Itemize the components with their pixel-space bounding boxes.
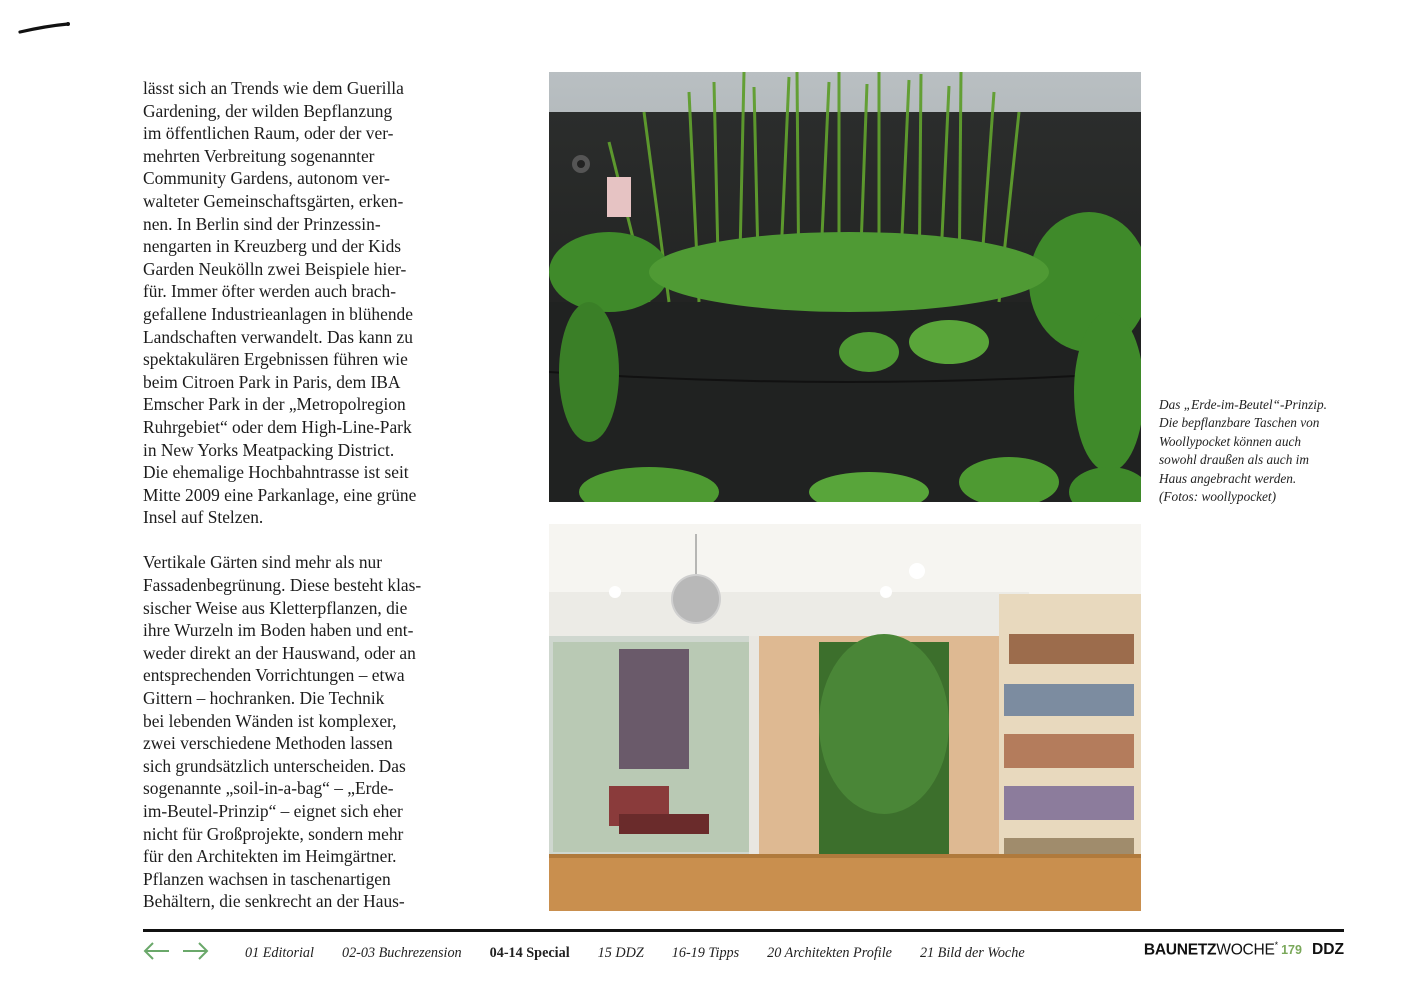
nav-item[interactable]: 15 DDZ (597, 945, 644, 961)
text-line: Ruhrgebiet“ oder dem High-Line-Park (143, 416, 412, 437)
nav-item[interactable]: 01 Editorial (245, 945, 314, 961)
caption-line: (Fotos: woollypocket) (1159, 489, 1277, 505)
text-line: beim Citroen Park in Paris, dem IBA (143, 371, 401, 392)
article-body (143, 77, 443, 936)
photo-living-wall-interior (549, 524, 1141, 911)
nav-item[interactable]: 02-03 Buchrezension (341, 945, 462, 961)
text-line: im öffentlichen Raum, oder der ver- (143, 123, 394, 144)
brand-woche: WOCHE (1216, 941, 1275, 959)
arrow-right-icon[interactable] (181, 941, 209, 961)
text-line: nen. In Berlin sind der Prinzessin- (143, 213, 381, 234)
text-line: Mitte 2009 eine Parkanlage, eine grüne (143, 484, 417, 505)
text-line: gefallene Industrieanlagen in blühende (143, 303, 413, 324)
text-line: sogenannte „soil-in-a-bag“ – „Erde- (143, 778, 394, 799)
text-line: mehrten Verbreitung sogenannter (143, 145, 375, 166)
text-line: zwei verschiedene Methoden lassen (143, 733, 393, 754)
text-line: bei lebenden Wänden ist komplexer, (143, 710, 397, 731)
nav-item[interactable]: 04-14 Special (489, 945, 570, 961)
caption-line: Die bepflanzbare Taschen von (1159, 415, 1320, 431)
text-line: im-Beutel-Prinzip“ – eignet sich eher (143, 801, 403, 821)
article-paragraph-1 (143, 77, 443, 529)
text-line: Pflanzen wachsen in taschenartigen (143, 868, 391, 889)
brand-baunetz: BAUNETZ (1143, 941, 1217, 959)
text-line: Emscher Park in der „Metropolregion (143, 394, 406, 415)
footer-navigation (143, 937, 1344, 967)
text-line: lässt sich an Trends wie dem Guerilla (143, 78, 404, 98)
text-line: für. Immer öfter werden auch brach- (143, 281, 397, 302)
text-line: in New Yorks Meatpacking District. (143, 439, 395, 460)
text-line: Vertikale Gärten sind mehr als nur (143, 552, 383, 573)
caption-line: Das „Erde-im-Beutel“-Prinzip. (1159, 397, 1327, 412)
text-line: Insel auf Stelzen. (143, 507, 264, 528)
nav-item[interactable]: 21 Bild der Woche (919, 945, 1025, 961)
brand-star: * (1274, 940, 1279, 950)
text-line: Community Gardens, autonom ver- (143, 168, 390, 189)
brand-logo[interactable] (1144, 940, 1344, 959)
section-nav (245, 942, 1053, 962)
article-paragraph-2 (143, 551, 443, 913)
text-line: weder direkt an der Hauswand, oder an (143, 642, 416, 663)
caption-line: sowohl draußen als auch im (1159, 452, 1309, 468)
text-line: entsprechenden Vorrichtungen – etwa (143, 665, 405, 686)
caption-line: Woollypocket können auch (1159, 433, 1302, 449)
issue-number: 179 (1281, 943, 1302, 958)
footer-rule (143, 929, 1344, 932)
text-line: für den Architekten im Heimgärtner. (143, 846, 397, 867)
text-line: sich grundsätzlich unterscheiden. Das (143, 755, 406, 776)
text-line: nengarten in Kreuzberg und der Kids (143, 236, 402, 257)
arrow-left-icon[interactable] (143, 941, 171, 961)
photo-plant-pocket (549, 72, 1141, 502)
text-line: Behältern, die senkrecht an der Haus- (143, 891, 405, 912)
text-line: spektakulären Ergebnissen führen wie (143, 349, 408, 370)
caption-line: Haus angebracht werden. (1159, 470, 1297, 486)
text-line: ihre Wurzeln im Boden haben und ent- (143, 620, 414, 641)
text-line: Fassadenbegrünung. Diese besteht klas- (143, 575, 422, 596)
text-line: walteter Gemeinschaftsgärten, erken- (143, 190, 404, 211)
brand-ddz: DDZ (1311, 941, 1344, 959)
text-line: Gardening, der wilden Bepflanzung (143, 100, 393, 121)
text-line: Garden Neukölln zwei Beispiele hier- (143, 258, 407, 279)
photo-caption (1159, 396, 1359, 506)
text-line: Landschaften verwandelt. Das kann zu (143, 326, 413, 347)
text-line: Die ehemalige Hochbahntrasse ist seit (143, 462, 409, 483)
text-line: Gittern – hochranken. Die Technik (143, 688, 385, 709)
text-line: sischer Weise aus Kletterpflanzen, die (143, 597, 408, 618)
text-line: nicht für Großprojekte, sondern mehr (143, 823, 404, 844)
nav-item[interactable]: 20 Architekten Profile (767, 945, 892, 961)
nav-item[interactable]: 16-19 Tipps (671, 945, 740, 961)
corner-brush-mark (18, 18, 74, 38)
